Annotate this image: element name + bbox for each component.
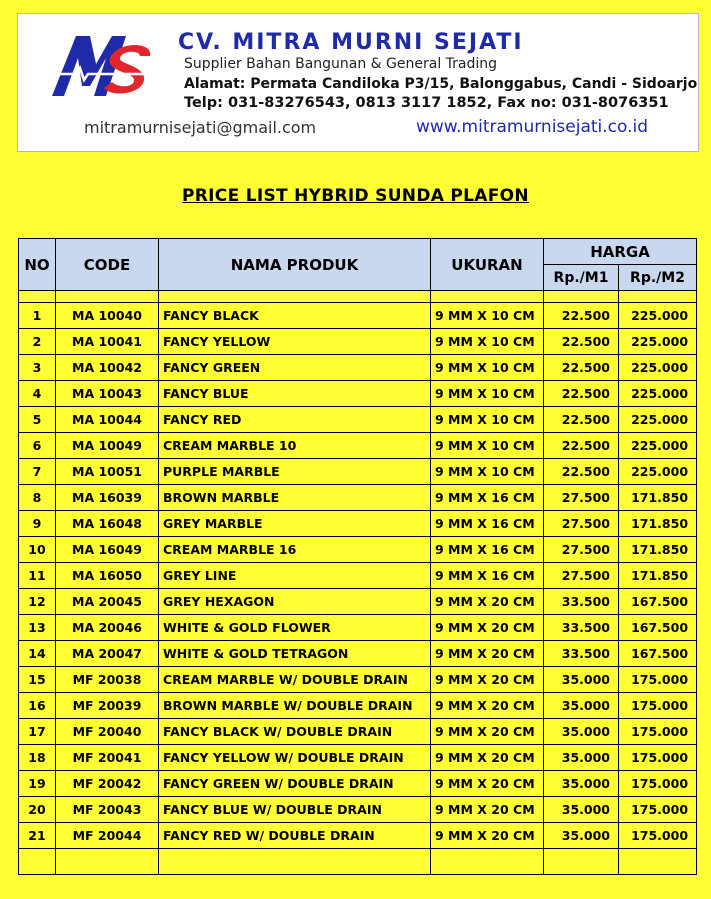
row-size: 9 MM X 20 CM	[431, 771, 544, 797]
empty-cell	[19, 849, 56, 875]
row-code: MF 20039	[56, 693, 159, 719]
row-code: MA 16050	[56, 563, 159, 589]
company-address: Alamat: Permata Candiloka P3/15, Balonggabus, Candi - Sidoarjo	[184, 76, 698, 92]
row-size: 9 MM X 16 CM	[431, 485, 544, 511]
row-size: 9 MM X 10 CM	[431, 355, 544, 381]
empty-cell	[619, 849, 697, 875]
row-code: MA 10042	[56, 355, 159, 381]
row-product-name: FANCY GREEN	[159, 355, 431, 381]
table-row	[19, 381, 697, 407]
row-price-m1: 33.500	[544, 641, 619, 667]
row-code: MA 16039	[56, 485, 159, 511]
row-code: MA 10040	[56, 303, 159, 329]
row-no: 13	[19, 615, 56, 641]
row-size: 9 MM X 20 CM	[431, 797, 544, 823]
row-no: 16	[19, 693, 56, 719]
row-product-name: GREY HEXAGON	[159, 589, 431, 615]
row-product-name: FANCY RED	[159, 407, 431, 433]
table-row	[19, 485, 697, 511]
row-no: 15	[19, 667, 56, 693]
row-size: 9 MM X 16 CM	[431, 563, 544, 589]
row-no: 11	[19, 563, 56, 589]
row-no: 12	[19, 589, 56, 615]
row-size: 9 MM X 10 CM	[431, 407, 544, 433]
row-no: 9	[19, 511, 56, 537]
company-website: www.mitramurnisejati.co.id	[416, 117, 649, 137]
table-row	[19, 329, 697, 355]
table-row	[19, 641, 697, 667]
row-no: 3	[19, 355, 56, 381]
table-row	[19, 693, 697, 719]
row-price-m2: 167.500	[619, 589, 697, 615]
row-product-name: CREAM MARBLE W/ DOUBLE DRAIN	[159, 667, 431, 693]
header-price: HARGA	[544, 239, 697, 265]
row-size: 9 MM X 20 CM	[431, 615, 544, 641]
row-code: MF 20040	[56, 719, 159, 745]
row-product-name: GREY LINE	[159, 563, 431, 589]
row-no: 1	[19, 303, 56, 329]
row-product-name: GREY MARBLE	[159, 511, 431, 537]
row-size: 9 MM X 20 CM	[431, 589, 544, 615]
table-row	[19, 771, 697, 797]
row-product-name: FANCY RED W/ DOUBLE DRAIN	[159, 823, 431, 849]
row-no: 17	[19, 719, 56, 745]
row-size: 9 MM X 16 CM	[431, 537, 544, 563]
row-price-m2: 175.000	[619, 667, 697, 693]
row-code: MA 20045	[56, 589, 159, 615]
row-price-m2: 171.850	[619, 485, 697, 511]
company-logo	[46, 28, 156, 104]
table-row	[19, 433, 697, 459]
row-product-name: WHITE & GOLD TETRAGON	[159, 641, 431, 667]
row-price-m1: 35.000	[544, 667, 619, 693]
row-product-name: BROWN MARBLE W/ DOUBLE DRAIN	[159, 693, 431, 719]
row-code: MA 16049	[56, 537, 159, 563]
row-no: 5	[19, 407, 56, 433]
row-price-m1: 35.000	[544, 823, 619, 849]
row-code: MA 16048	[56, 511, 159, 537]
row-code: MA 10041	[56, 329, 159, 355]
row-price-m1: 27.500	[544, 563, 619, 589]
row-price-m2: 175.000	[619, 823, 697, 849]
table-row	[19, 303, 697, 329]
row-price-m2: 175.000	[619, 719, 697, 745]
row-price-m1: 35.000	[544, 719, 619, 745]
table-row	[19, 823, 697, 849]
company-email: mitramurnisejati@gmail.com	[84, 118, 317, 137]
row-code: MA 10049	[56, 433, 159, 459]
row-code: MA 10051	[56, 459, 159, 485]
row-code: MF 20041	[56, 745, 159, 771]
row-price-m2: 225.000	[619, 329, 697, 355]
row-price-m2: 175.000	[619, 797, 697, 823]
row-product-name: FANCY GREEN W/ DOUBLE DRAIN	[159, 771, 431, 797]
row-size: 9 MM X 20 CM	[431, 823, 544, 849]
row-product-name: FANCY BLACK	[159, 303, 431, 329]
row-price-m2: 225.000	[619, 407, 697, 433]
row-no: 10	[19, 537, 56, 563]
company-name: CV. MITRA MURNI SEJATI	[178, 30, 524, 55]
row-size: 9 MM X 20 CM	[431, 641, 544, 667]
price-table	[18, 238, 697, 875]
table-row	[19, 745, 697, 771]
row-price-m2: 167.500	[619, 615, 697, 641]
table-empty-row	[19, 849, 697, 875]
row-price-m1: 27.500	[544, 537, 619, 563]
table-row	[19, 667, 697, 693]
row-size: 9 MM X 16 CM	[431, 511, 544, 537]
row-no: 6	[19, 433, 56, 459]
row-size: 9 MM X 20 CM	[431, 667, 544, 693]
row-price-m2: 225.000	[619, 381, 697, 407]
row-product-name: CREAM MARBLE 10	[159, 433, 431, 459]
row-code: MA 20047	[56, 641, 159, 667]
row-code: MF 20044	[56, 823, 159, 849]
row-size: 9 MM X 20 CM	[431, 745, 544, 771]
row-size: 9 MM X 10 CM	[431, 459, 544, 485]
company-letterhead	[17, 13, 699, 152]
page-title: PRICE LIST HYBRID SUNDA PLAFON	[182, 186, 529, 206]
table-row	[19, 563, 697, 589]
row-price-m1: 27.500	[544, 485, 619, 511]
row-price-m1: 22.500	[544, 433, 619, 459]
row-product-name: CREAM MARBLE 16	[159, 537, 431, 563]
empty-cell	[159, 849, 431, 875]
table-row	[19, 719, 697, 745]
row-price-m2: 175.000	[619, 693, 697, 719]
row-size: 9 MM X 20 CM	[431, 693, 544, 719]
row-price-m1: 22.500	[544, 329, 619, 355]
table-row	[19, 511, 697, 537]
row-price-m1: 35.000	[544, 745, 619, 771]
empty-cell	[56, 849, 159, 875]
header-product-name: NAMA PRODUK	[159, 239, 431, 291]
row-price-m2: 167.500	[619, 641, 697, 667]
row-price-m2: 225.000	[619, 303, 697, 329]
row-price-m1: 35.000	[544, 693, 619, 719]
company-phone: Telp: 031-83276543, 0813 3117 1852, Fax no: 031-8076351	[184, 95, 669, 111]
row-code: MA 20046	[56, 615, 159, 641]
price-table-body	[19, 291, 697, 875]
row-code: MF 20043	[56, 797, 159, 823]
row-size: 9 MM X 10 CM	[431, 303, 544, 329]
row-price-m1: 22.500	[544, 407, 619, 433]
header-price-per-m2: Rp./M2	[619, 265, 697, 291]
company-tagline: Supplier Bahan Bangunan & General Trading	[184, 56, 498, 72]
row-no: 20	[19, 797, 56, 823]
row-price-m2: 171.850	[619, 563, 697, 589]
row-price-m1: 35.000	[544, 771, 619, 797]
row-price-m1: 33.500	[544, 589, 619, 615]
table-row	[19, 615, 697, 641]
row-no: 14	[19, 641, 56, 667]
row-price-m1: 22.500	[544, 459, 619, 485]
row-code: MF 20042	[56, 771, 159, 797]
row-no: 4	[19, 381, 56, 407]
row-no: 2	[19, 329, 56, 355]
empty-cell	[431, 849, 544, 875]
row-no: 19	[19, 771, 56, 797]
row-price-m2: 175.000	[619, 745, 697, 771]
row-size: 9 MM X 10 CM	[431, 329, 544, 355]
row-price-m2: 175.000	[619, 771, 697, 797]
table-spacer-row	[19, 291, 697, 303]
row-price-m1: 27.500	[544, 511, 619, 537]
row-no: 18	[19, 745, 56, 771]
row-price-m1: 22.500	[544, 381, 619, 407]
header-price-per-m1: Rp./M1	[544, 265, 619, 291]
table-row	[19, 459, 697, 485]
row-no: 7	[19, 459, 56, 485]
row-code: MF 20038	[56, 667, 159, 693]
row-product-name: FANCY BLACK W/ DOUBLE DRAIN	[159, 719, 431, 745]
table-row	[19, 355, 697, 381]
table-row	[19, 407, 697, 433]
row-code: MA 10044	[56, 407, 159, 433]
row-product-name: PURPLE MARBLE	[159, 459, 431, 485]
row-price-m1: 22.500	[544, 303, 619, 329]
empty-cell	[544, 849, 619, 875]
row-size: 9 MM X 20 CM	[431, 719, 544, 745]
row-price-m1: 22.500	[544, 355, 619, 381]
header-no: NO	[19, 239, 56, 291]
row-no: 21	[19, 823, 56, 849]
row-size: 9 MM X 10 CM	[431, 381, 544, 407]
table-row	[19, 537, 697, 563]
row-price-m1: 35.000	[544, 797, 619, 823]
row-no: 8	[19, 485, 56, 511]
row-product-name: FANCY YELLOW	[159, 329, 431, 355]
row-price-m2: 225.000	[619, 459, 697, 485]
row-product-name: FANCY BLUE W/ DOUBLE DRAIN	[159, 797, 431, 823]
row-price-m1: 33.500	[544, 615, 619, 641]
row-product-name: WHITE & GOLD FLOWER	[159, 615, 431, 641]
row-price-m2: 171.850	[619, 537, 697, 563]
row-size: 9 MM X 10 CM	[431, 433, 544, 459]
row-price-m2: 225.000	[619, 433, 697, 459]
row-code: MA 10043	[56, 381, 159, 407]
header-size: UKURAN	[431, 239, 544, 291]
table-row	[19, 589, 697, 615]
row-price-m2: 225.000	[619, 355, 697, 381]
row-product-name: FANCY BLUE	[159, 381, 431, 407]
row-product-name: BROWN MARBLE	[159, 485, 431, 511]
row-price-m2: 171.850	[619, 511, 697, 537]
row-product-name: FANCY YELLOW W/ DOUBLE DRAIN	[159, 745, 431, 771]
header-code: CODE	[56, 239, 159, 291]
table-row	[19, 797, 697, 823]
